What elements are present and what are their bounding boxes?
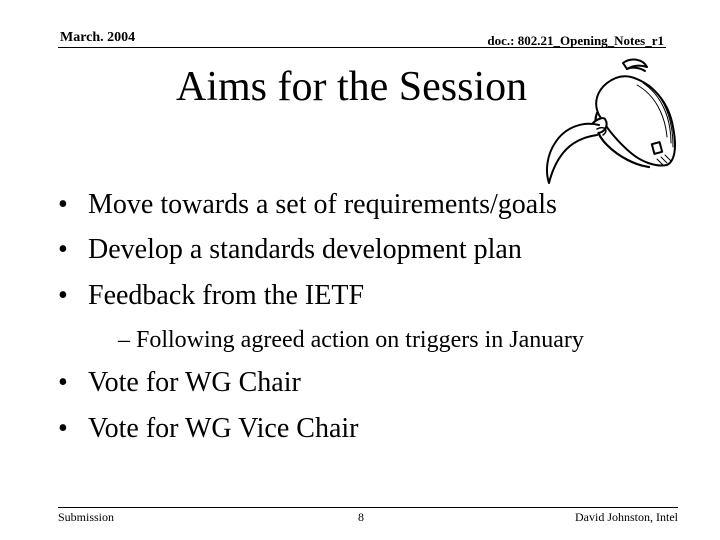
footer-rule xyxy=(58,507,678,508)
bullet-text: Vote for WG Vice Chair xyxy=(88,413,359,444)
header-doc-id: doc.: 802.21_Opening_Notes_r1 xyxy=(487,33,664,48)
footer-page-number: 8 xyxy=(358,510,364,524)
bullet-text: Move towards a set of requirements/goals xyxy=(88,189,557,220)
bullet-text: Develop a standards development plan xyxy=(88,234,522,265)
slide-title: Aims for the Session xyxy=(176,64,528,110)
header-date: March. 2004 xyxy=(60,30,136,45)
bullet-item xyxy=(58,413,358,445)
bullet-glyph: • xyxy=(58,413,68,444)
bullet-glyph: • xyxy=(58,234,68,265)
footer-author: David Johnston, Intel xyxy=(575,510,678,524)
bullet-list xyxy=(58,0,698,460)
bullet-glyph: • xyxy=(58,367,68,398)
bullet-glyph: • xyxy=(58,280,68,311)
bullet-item xyxy=(58,280,364,312)
footer-submission: Submission xyxy=(58,510,115,524)
bullet-text: Vote for WG Chair xyxy=(88,367,301,398)
bullet-text: Feedback from the IETF xyxy=(88,280,365,311)
bullet-glyph: • xyxy=(58,189,68,220)
bullet-item xyxy=(58,189,557,221)
sub-bullet-item: – Following agreed action on triggers in January xyxy=(118,327,584,353)
bullet-item xyxy=(58,234,522,266)
bullet-item xyxy=(58,367,301,399)
